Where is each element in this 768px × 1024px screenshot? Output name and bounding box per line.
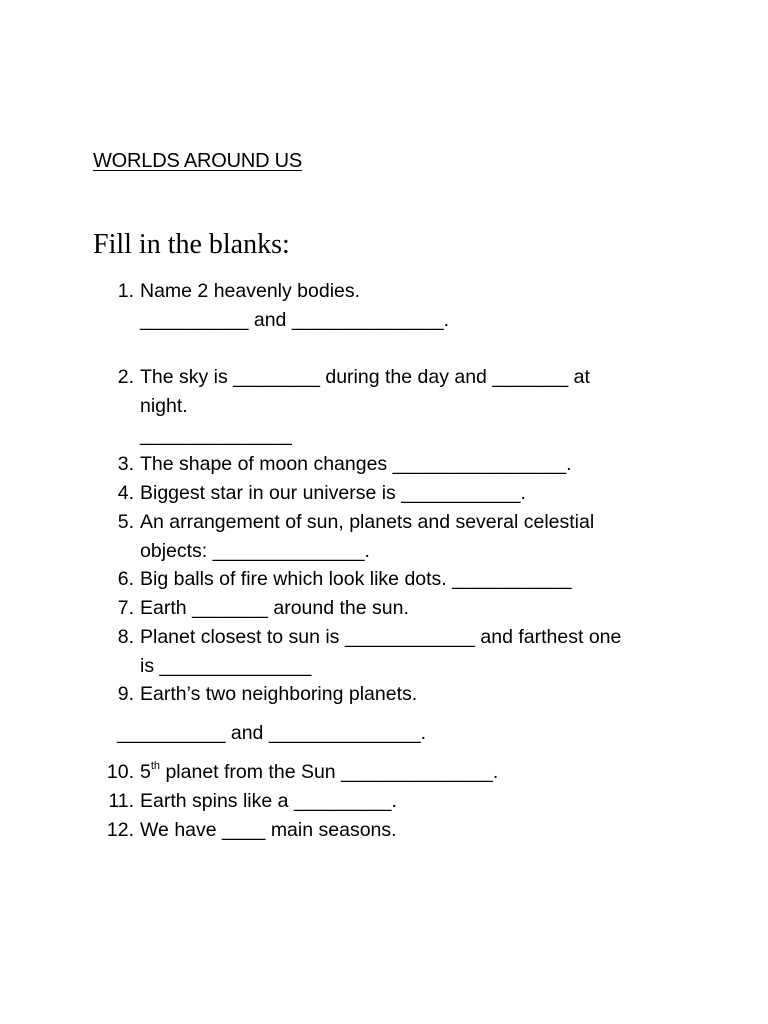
question-number: 12. [106,819,134,841]
question-text: Earth spins like a _________. [140,790,397,812]
question-text: Name 2 heavenly bodies. [140,280,361,302]
question-text-continued: objects: ______________. [140,540,370,562]
question-number: 5. [117,511,134,533]
question-text: Planet closest to sun is ____________ and farthest one [140,626,622,648]
question-text: Biggest star in our universe is ___________. [140,482,526,504]
question-number: 1. [117,280,134,302]
question-number: 6. [117,568,134,590]
question-number: 11. [108,790,134,812]
question-text [140,760,498,784]
question-number: 7. [117,597,134,619]
question-answer-line: __________ and ______________. [140,309,450,331]
question-answer-line: ______________ [140,424,292,446]
question-text: Big balls of fire which look like dots. ___________ [140,568,572,590]
question-text-rest: planet from the Sun ______________. [160,761,499,783]
worksheet-heading: WORLDS AROUND US [93,150,303,172]
question-text: We have ____ main seasons. [140,819,397,841]
question-text-continued: is ______________ [140,655,312,677]
question-text: The sky is ________ during the day and _______ at [140,366,590,388]
question-number: 4. [117,482,134,504]
question-text-continued: night. [140,395,188,417]
question-number: 3. [117,453,134,475]
question-number: 9. [117,683,134,705]
question-text: Earth’s two neighboring planets. [140,683,418,705]
worksheet-subtitle: Fill in the blanks: [93,229,290,260]
question-text: Earth _______ around the sun. [140,597,409,619]
question-number: 10. [106,761,134,783]
question-text: The shape of moon changes ________________. [140,453,572,475]
ordinal-number: 5 [140,761,151,783]
question-number: 2. [117,366,134,388]
question-answer-line: __________ and ______________. [117,722,427,744]
question-text: An arrangement of sun, planets and several celestial [140,511,595,533]
ordinal-suffix: th [150,760,161,772]
question-number: 8. [117,626,134,648]
